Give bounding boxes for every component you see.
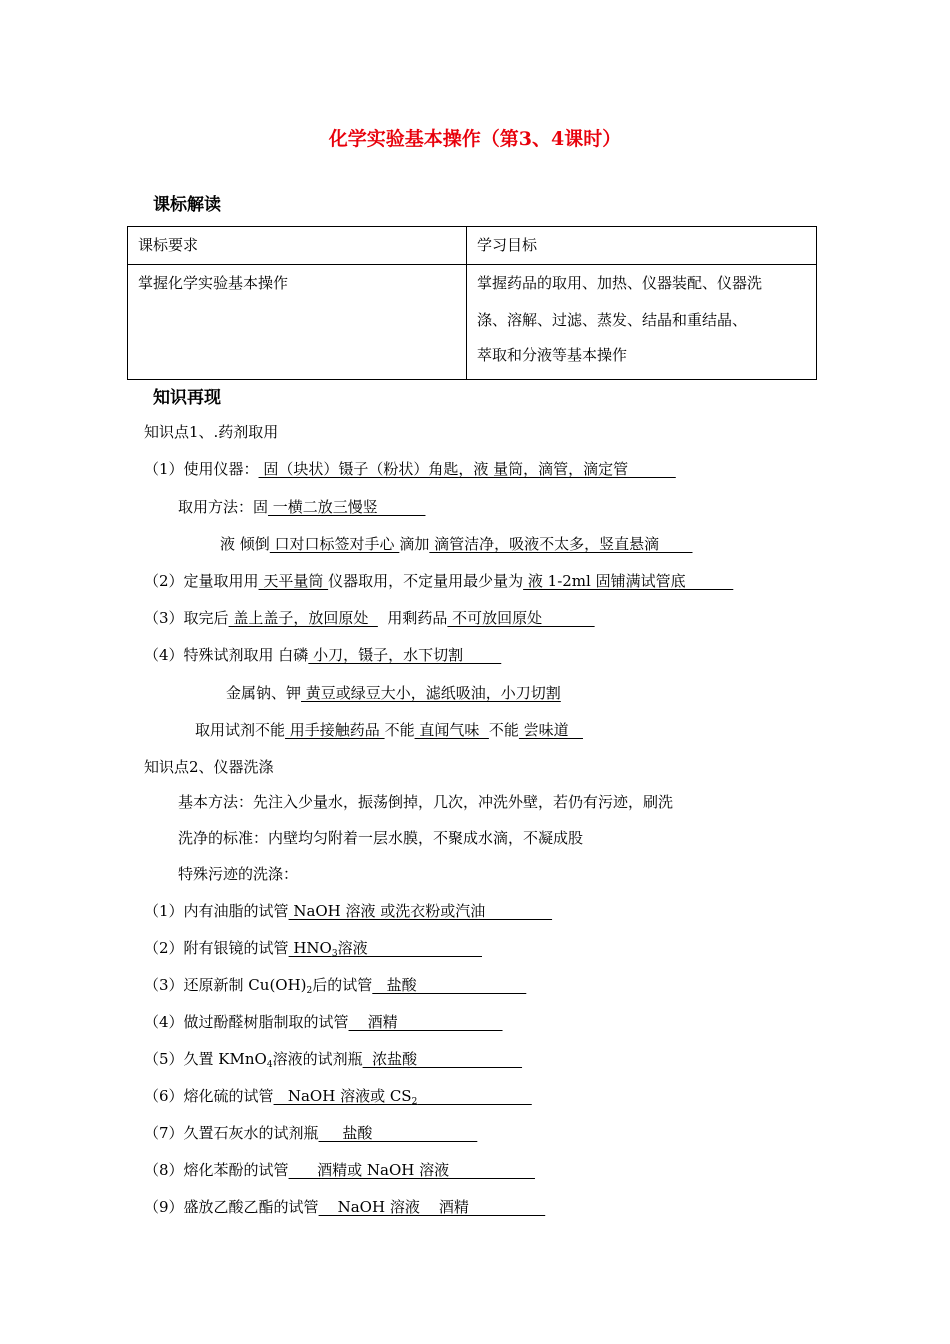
answer-blank: [274, 1087, 532, 1105]
text-label: （4）特殊试剂取用 白磷: [144, 646, 309, 664]
list-item: [144, 937, 482, 959]
list-item: [144, 1159, 535, 1180]
text-line: [144, 607, 595, 628]
text-label: （1）使用仪器：: [144, 460, 259, 478]
text-label: 溶液的试剂瓶: [272, 1050, 363, 1068]
text-label: （4）做过酚醛树脂制取的试管: [144, 1013, 349, 1031]
text-label: （2）附有银镜的试管: [144, 939, 289, 957]
answer-blank: 滴管洁净，吸液不太多，竖直悬滴: [429, 535, 693, 553]
answer-blank: 尝味道: [518, 721, 583, 739]
answer-blank: 酒精: [348, 1013, 503, 1031]
subscript: 2: [411, 1097, 418, 1107]
answer-blank: 小刀，镊子，水下切割: [308, 646, 502, 664]
answer-blank: 液 1-2ml 固铺满试管底: [523, 572, 734, 590]
answer-blank: 盐酸: [318, 1124, 478, 1142]
text-label: 液 倾倒: [220, 535, 270, 553]
text-label: 不能: [488, 721, 519, 739]
text-line: [220, 533, 693, 554]
subscript: 3: [331, 949, 338, 959]
text-label: 用剩药品: [377, 609, 448, 627]
objective-line: 涤、溶解、过滤、蒸发、结晶和重结晶、: [477, 311, 748, 329]
answer-blank: 直闻气味: [414, 721, 489, 739]
text-line: 洗净的标准：内壁均匀附着一层水膜，不聚成水滴，不凝成股: [178, 829, 584, 847]
answer-blank: 一横二放三慢竖: [268, 498, 426, 516]
answer-blank: [289, 939, 482, 957]
answer-blank: 固（块状）镊子（粉状）角匙，液 量筒，滴管，滴定管: [258, 460, 676, 478]
objective-line: 萃取和分液等基本操作: [477, 346, 628, 364]
subscript: 2: [306, 986, 313, 996]
section-heading-knowledge: 知识再现: [153, 388, 221, 408]
text-label: （3）还原新制 Cu(OH): [144, 976, 307, 994]
text-label: 取用试剂不能: [195, 721, 286, 739]
answer-blank: 用手接触药品: [285, 721, 385, 739]
text-line: [226, 682, 561, 703]
answer-blank: 盖上盖子，放回原处: [228, 609, 378, 627]
text-label: 金属钠、钾: [226, 684, 302, 702]
text-line: 特殊污迹的洗涤：: [178, 865, 299, 883]
text-label: （1）内有油脂的试管: [144, 902, 289, 920]
text-label: 滴加: [399, 535, 430, 553]
text-label: （7）久置石灰水的试剂瓶: [144, 1124, 319, 1142]
list-item: [144, 1122, 477, 1143]
answer-text: [417, 1087, 531, 1105]
subscript: 4: [266, 1060, 273, 1070]
table-header-requirement: 课标要求: [128, 227, 467, 265]
knowledge-point-1: 知识点1、.药剂取用: [144, 423, 279, 441]
text-label: 后的试管: [312, 976, 373, 994]
answer-blank: NaOH 溶液 或洗衣粉或汽油: [288, 902, 553, 920]
answer-blank: 盐酸: [372, 976, 527, 994]
table-cell-requirement: 掌握化学实验基本操作: [128, 265, 467, 380]
text-line: 基本方法：先注入少量水，振荡倒掉，几次，冲洗外壁，若仍有污迹，刷洗: [178, 793, 674, 811]
text-label: （5）久置 KMnO: [144, 1050, 267, 1068]
page-title: 化学实验基本操作（第3、4课时）: [328, 128, 622, 150]
answer-blank: 浓盐酸: [362, 1050, 523, 1068]
answer-text: NaOH 溶液或 CS: [273, 1087, 412, 1105]
text-label: 取用方法：固: [178, 498, 269, 516]
answer-blank: 酒精或 NaOH 溶液: [288, 1161, 535, 1179]
objective-line: 掌握药品的取用、加热、仪器装配、仪器洗: [477, 274, 763, 292]
answer-blank: NaOH 溶液 酒精: [318, 1198, 546, 1216]
text-line: [144, 570, 733, 591]
answer-text: 溶液: [337, 939, 482, 957]
list-item: [144, 974, 526, 996]
list-item: [144, 1085, 532, 1107]
list-item: [144, 1048, 522, 1070]
text-label: （9）盛放乙酸乙酯的试管: [144, 1198, 319, 1216]
text-label: （8）熔化苯酚的试管: [144, 1161, 289, 1179]
list-item: [144, 1196, 545, 1217]
table-header-objective: 学习目标: [467, 227, 817, 265]
list-item: [144, 900, 552, 921]
table-cell-objective: [467, 265, 817, 380]
text-line: [144, 644, 501, 665]
knowledge-point-2: 知识点2、仪器洗涤: [144, 758, 274, 776]
text-line: [144, 458, 676, 479]
text-line: [178, 496, 425, 517]
answer-blank: 口对口标签对手心: [269, 535, 400, 553]
answer-blank: 不可放回原处: [447, 609, 595, 627]
text-label: （3）取完后: [144, 609, 229, 627]
text-label: 仪器取用，不定量用最少量为: [328, 572, 524, 590]
answer-blank: 黄豆或绿豆大小，滤纸吸油，小刀切割: [301, 684, 561, 702]
answer-blank: 天平量筒: [258, 572, 329, 590]
text-label: （2）定量取用用: [144, 572, 259, 590]
standards-table: [127, 226, 817, 380]
list-item: [144, 1011, 503, 1032]
section-heading-standards: 课标解读: [153, 195, 221, 215]
text-line: [195, 719, 583, 740]
answer-text: HNO: [288, 939, 332, 957]
text-label: 不能: [384, 721, 415, 739]
text-label: （6）熔化硫的试管: [144, 1087, 274, 1105]
